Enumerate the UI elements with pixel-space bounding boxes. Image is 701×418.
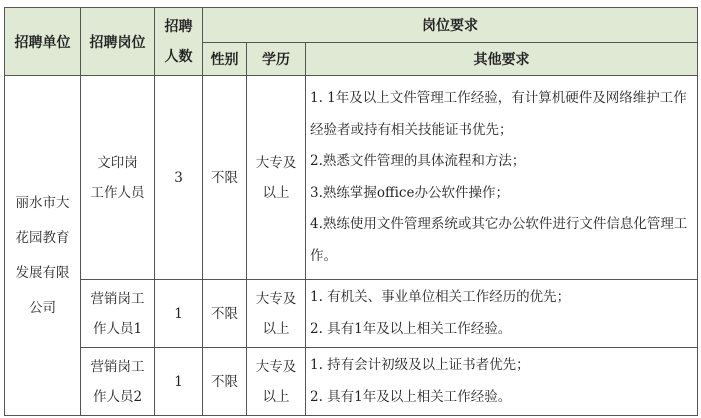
gender-cell: 不限 xyxy=(203,348,247,416)
education-cell xyxy=(247,280,306,348)
header-other: 其他要求 xyxy=(306,43,698,76)
header-requirements: 岗位要求 xyxy=(203,8,698,43)
education-line: 以上 xyxy=(262,184,290,201)
education-cell xyxy=(247,348,306,416)
unit-line: 丽水市大 xyxy=(15,194,70,211)
header-gender: 性别 xyxy=(203,43,247,76)
header-unit: 招聘单位 xyxy=(5,8,81,76)
count-cell: 3 xyxy=(155,76,203,280)
unit-cell xyxy=(5,76,81,416)
education-cell xyxy=(247,76,306,280)
education-line: 以上 xyxy=(262,388,290,405)
position-line: 工作人员 xyxy=(90,184,145,201)
header-education: 学历 xyxy=(247,43,306,76)
requirement-item: 4.熟练使用文件管理系统或其它办公软件进行文件信息化管理工作。 xyxy=(310,216,688,264)
requirement-item: 2.熟悉文件管理的具体流程和方法； xyxy=(310,153,526,169)
unit-line: 花园教育 xyxy=(15,229,70,246)
requirement-item: 3.熟练掌握office办公软件操作； xyxy=(310,184,509,201)
position-line: 营销岗工 xyxy=(90,290,145,307)
count-cell: 1 xyxy=(155,280,203,348)
education-line: 以上 xyxy=(262,320,290,337)
header-count xyxy=(155,8,203,76)
requirement-item: 1. 有机关、事业单位相关工作经历的优先； xyxy=(310,289,571,305)
table-row xyxy=(5,280,698,348)
position-line: 文印岗 xyxy=(97,154,138,171)
table-row xyxy=(5,76,698,280)
position-cell xyxy=(81,280,155,348)
position-line: 作人员1 xyxy=(92,320,143,337)
requirements-cell xyxy=(306,348,698,416)
requirement-item: 1. 1年及以上文件管理工作经验，有计算机硬件及网络维护工作经验者或持有相关技能证书优先； xyxy=(310,90,687,138)
gender-cell: 不限 xyxy=(203,280,247,348)
education-line: 大专及 xyxy=(255,154,297,171)
requirement-item: 1. 持有会计初级及以上证书者优先； xyxy=(310,357,530,373)
requirement-item: 2. 具有1年及以上相关工作经验。 xyxy=(310,388,512,405)
count-cell: 1 xyxy=(155,348,203,416)
table-row xyxy=(5,348,698,416)
unit-line: 公司 xyxy=(29,299,56,316)
recruitment-table xyxy=(4,7,698,416)
education-line: 大专及 xyxy=(255,290,297,307)
position-cell xyxy=(81,348,155,416)
header-count-line1: 招聘 xyxy=(164,18,193,35)
position-line: 营销岗工 xyxy=(90,358,145,375)
position-line: 作人员2 xyxy=(92,388,143,405)
education-line: 大专及 xyxy=(255,358,297,375)
position-cell xyxy=(81,76,155,280)
unit-line: 发展有限 xyxy=(15,264,70,281)
requirement-item: 2. 具有1年及以上相关工作经验。 xyxy=(310,320,512,337)
requirements-cell xyxy=(306,280,698,348)
requirements-cell xyxy=(306,76,698,280)
header-count-line2: 人数 xyxy=(164,48,193,65)
header-position: 招聘岗位 xyxy=(81,8,155,76)
gender-cell: 不限 xyxy=(203,76,247,280)
